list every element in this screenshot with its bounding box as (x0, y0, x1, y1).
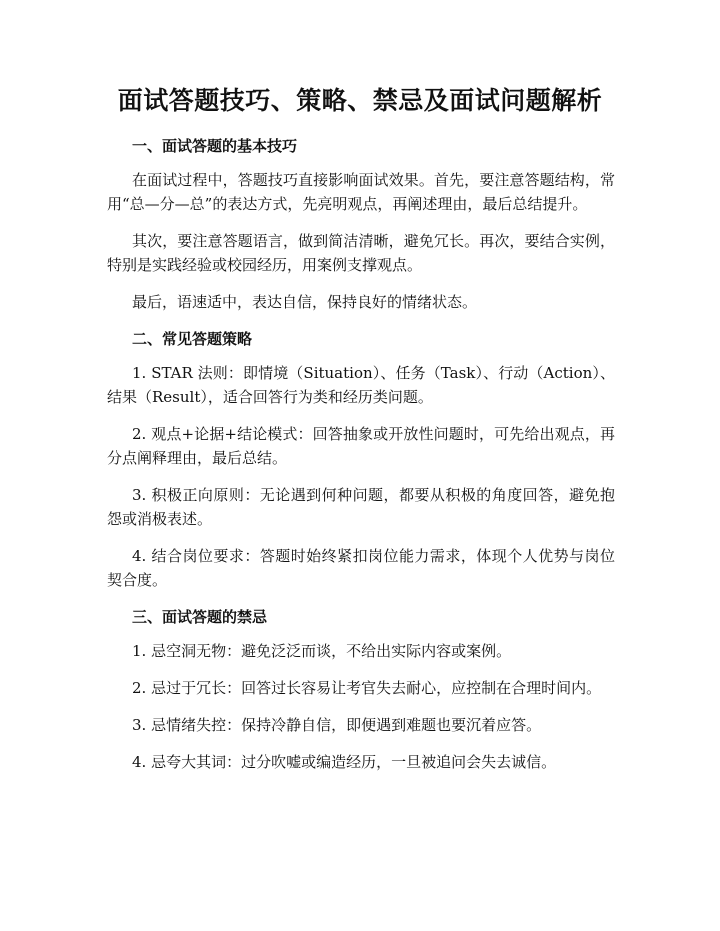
section-heading: 二、常见答题策略 (132, 330, 253, 348)
list-item: 2. 忌过于冗长：回答过长容易让考官失去耐心，应控制在合理时间内。 (132, 679, 602, 697)
list-item: 3. 积极正向原则：无论遇到何种问题，都要从积极的角度回答，避免抱怨或消极表述。 (107, 486, 615, 528)
section-heading: 三、面试答题的禁忌 (132, 608, 268, 626)
list-item: 1. STAR 法则：即情境（Situation）、任务（Task）、行动（Action）、结果（Result），适合回答行为类和经历类问题。 (107, 364, 615, 406)
document-body (107, 134, 615, 787)
page-title: 面试答题技巧、策略、禁忌及面试问题解析 (117, 86, 603, 115)
list-item: 1. 忌空洞无物：避免泛泛而谈，不给出实际内容或案例。 (132, 642, 512, 660)
list-item: 4. 结合岗位要求：答题时始终紧扣岗位能力需求，体现个人优势与岗位契合度。 (107, 547, 615, 589)
section-common-strategies (107, 327, 615, 592)
paragraph: 其次，要注意答题语言，做到简洁清晰，避免冗长。再次，要结合实例，特别是实践经验或校园经历，用案例支撑观点。 (107, 232, 615, 274)
list-item: 4. 忌夸大其词：过分吹嘘或编造经历，一旦被追问会失去诚信。 (132, 753, 557, 771)
paragraph: 最后，语速适中，表达自信，保持良好的情绪状态。 (132, 293, 478, 311)
paragraph: 在面试过程中，答题技巧直接影响面试效果。首先，要注意答题结构，常用“总—分—总”的表达方式，先亮明观点，再阐述理由，最后总结提升。 (107, 171, 615, 213)
section-heading: 一、面试答题的基本技巧 (132, 137, 298, 155)
list-item: 3. 忌情绪失控：保持冷静自信，即便遇到难题也要沉着应答。 (132, 716, 542, 734)
list-item: 2. 观点+论据+结论模式：回答抽象或开放性问题时，可先给出观点，再分点阐释理由，最后总结。 (107, 425, 615, 467)
section-taboos (107, 605, 615, 774)
section-basic-techniques (107, 134, 615, 314)
